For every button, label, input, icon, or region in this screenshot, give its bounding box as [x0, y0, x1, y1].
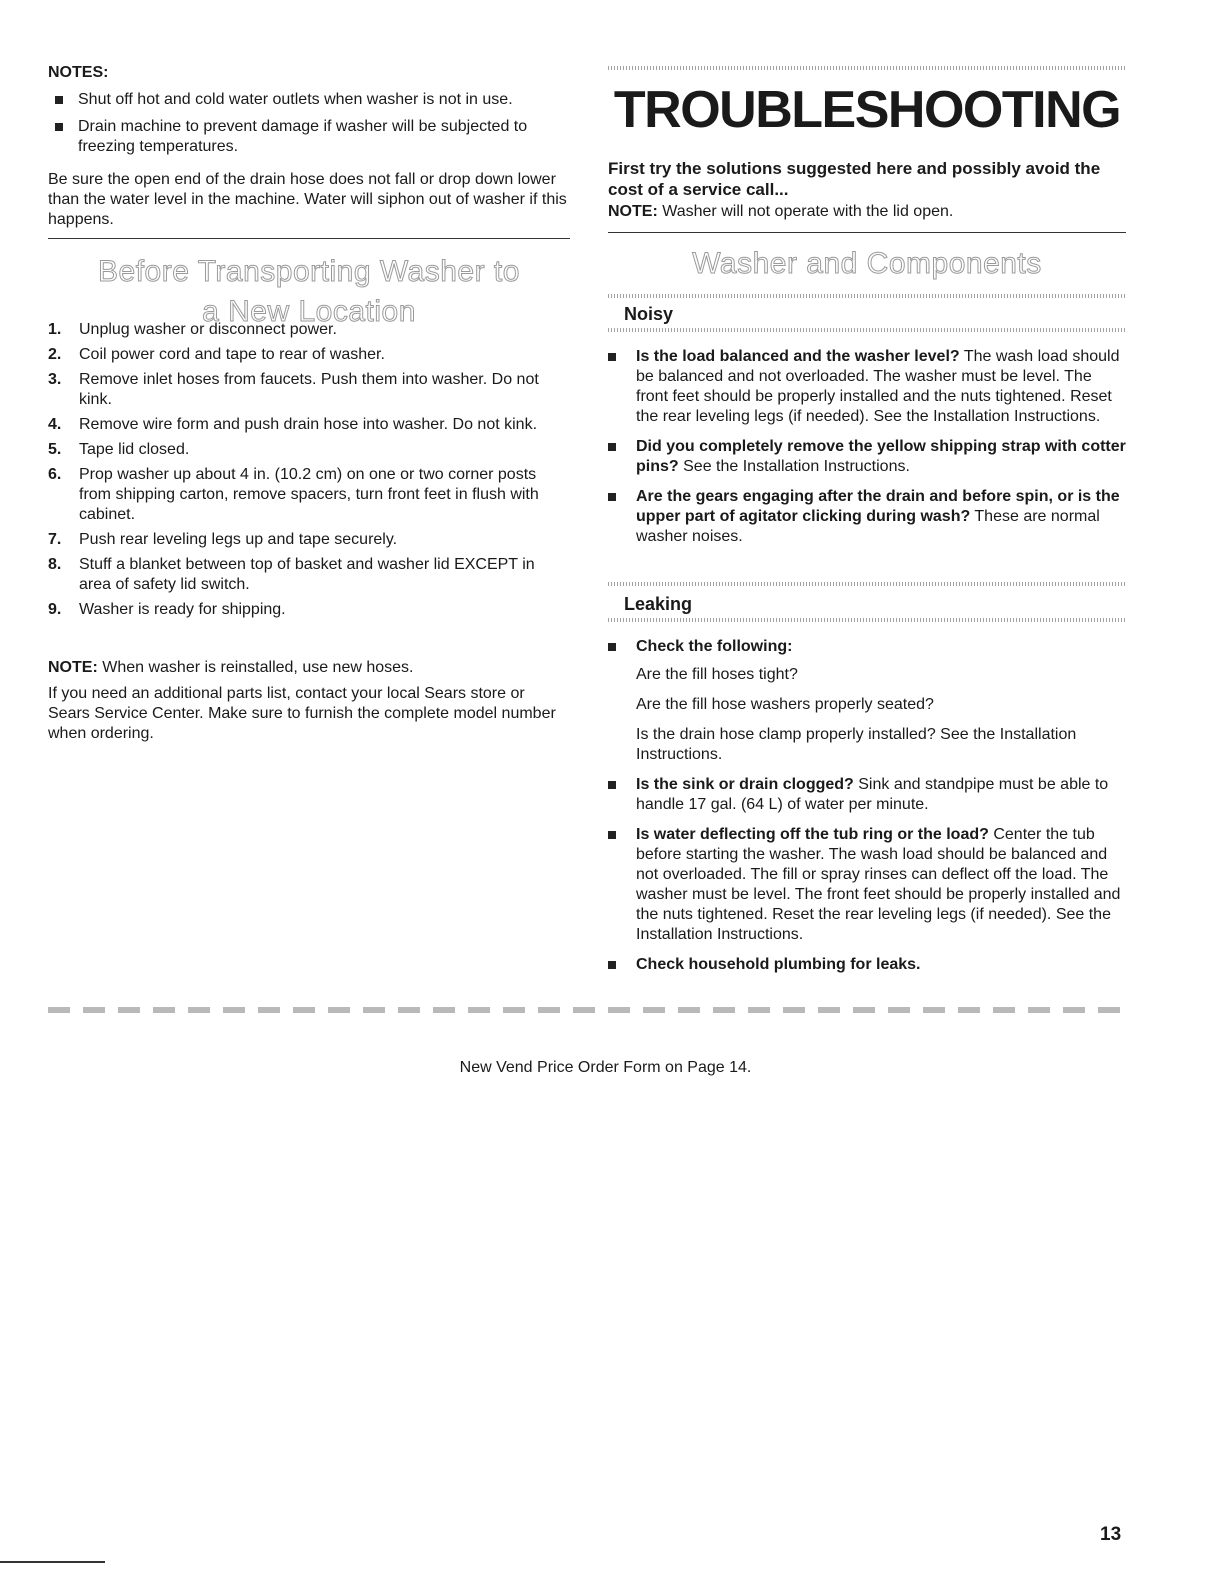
- leaking-item: Is the sink or drain clogged? Sink and standpipe must be able to handle 17 gal. (64 L) of water per minute.: [608, 775, 1126, 815]
- check-item: Are the fill hoses tight?: [636, 666, 798, 683]
- lid-note: [608, 202, 1126, 222]
- noisy-list: [608, 347, 1126, 547]
- reinstall-note-label: NOTE:: [48, 659, 98, 676]
- order-form-note: New Vend Price Order Form on Page 14.: [459, 1059, 752, 1076]
- check-item: Is the drain hose clamp properly installed? See the Installation Instructions.: [636, 726, 1077, 763]
- leaking-top-rule: [608, 582, 1126, 586]
- step-item: 1. Unplug washer or disconnect power.: [48, 321, 337, 338]
- step-item: 6. Prop washer up about 4 in. (10.2 cm) on one or two corner posts from shipping carton, remove spacers, turn front feet in flush with cabinet.: [48, 466, 539, 523]
- leaking-list: [608, 637, 1126, 975]
- step-item: 5. Tape lid closed.: [48, 441, 190, 458]
- step-item: 3. Remove inlet hoses from faucets. Push them into washer. Do not kink.: [48, 371, 539, 408]
- step-item: 2. Coil power cord and tape to rear of washer.: [48, 346, 385, 363]
- notes-list: [48, 90, 578, 157]
- lid-note-text: Washer will not operate with the lid open.: [657, 203, 954, 220]
- corner-rule: [0, 1561, 105, 1563]
- parts-list-note: If you need an additional parts list, contact your local Sears store or Sears Service Center. Make sure to furnish the complete model number when ordering.: [48, 685, 556, 742]
- step-item: 4. Remove wire form and push drain hose into washer. Do not kink.: [48, 416, 538, 433]
- check-item: Are the fill hose washers properly seated?: [636, 696, 934, 713]
- noisy-top-rule: [608, 294, 1126, 298]
- section-title-line1: Before Transporting Washer to: [98, 255, 520, 288]
- page-number: 13: [1100, 1524, 1122, 1545]
- reinstall-note: [48, 658, 570, 678]
- step-item: 9. Washer is ready for shipping.: [48, 601, 286, 618]
- bottom-dashed-rule: [48, 1007, 1128, 1013]
- notes-heading: NOTES:: [48, 64, 109, 81]
- lead-text: First try the solutions suggested here and possibly avoid the cost of a service call...: [608, 159, 1101, 199]
- leaking-bottom-rule: [608, 618, 1126, 622]
- step-item: 8. Stuff a blanket between top of basket and washer lid EXCEPT in area of safety lid switch.: [48, 556, 535, 593]
- leaking-item: Check the following:: [608, 637, 1126, 657]
- noisy-bottom-rule: [608, 328, 1126, 332]
- divider: [48, 238, 570, 239]
- step-item: 7. Push rear leveling legs up and tape securely.: [48, 531, 398, 548]
- leaking-item: Is water deflecting off the tub ring or the load? Center the tub before starting the washer. The wash load should be balanced and not overloaded. The fill or spray rinses can deflect off the load. The washer must be level. The front feet should be properly installed and the nuts tightened. Reset the rear leveling legs (if needed). See the Installation Instructions.: [608, 825, 1126, 945]
- divider: [608, 232, 1126, 233]
- page-title: TROUBLESHOOTING: [613, 81, 1121, 139]
- noisy-item: Is the load balanced and the washer level? The wash load should be balanced and not overloaded. The washer must be level. The front feet should be properly installed and the nuts tightened. Reset the rear leveling legs (if needed). See the Installation Instructions.: [608, 347, 1126, 427]
- noisy-item: Are the gears engaging after the drain and before spin, or is the upper part of agitator clicking during wash? These are normal washer noises.: [608, 487, 1126, 547]
- noisy-heading: Noisy: [624, 304, 674, 324]
- top-dashed-rule: [608, 66, 1126, 70]
- leaking-heading: Leaking: [624, 594, 693, 614]
- section-title-line2: a New Location: [202, 295, 416, 328]
- lid-note-label: NOTE:: [608, 203, 658, 220]
- note-item: Shut off hot and cold water outlets when washer is not in use.: [48, 90, 578, 110]
- drain-note: Be sure the open end of the drain hose does not fall or drop down lower than the water level in the machine. Water will siphon out of washer if this happens.: [48, 171, 567, 228]
- note-item: Drain machine to prevent damage if washer will be subjected to freezing temperatures.: [48, 117, 578, 157]
- transport-steps: [48, 320, 570, 625]
- reinstall-note-text: When washer is reinstalled, use new hoses.: [97, 659, 414, 676]
- leaking-item: Check household plumbing for leaks.: [608, 955, 1126, 975]
- section-title: Washer and Components: [692, 247, 1042, 280]
- noisy-item: Did you completely remove the yellow shipping strap with cotter pins? See the Installation Instructions.: [608, 437, 1126, 477]
